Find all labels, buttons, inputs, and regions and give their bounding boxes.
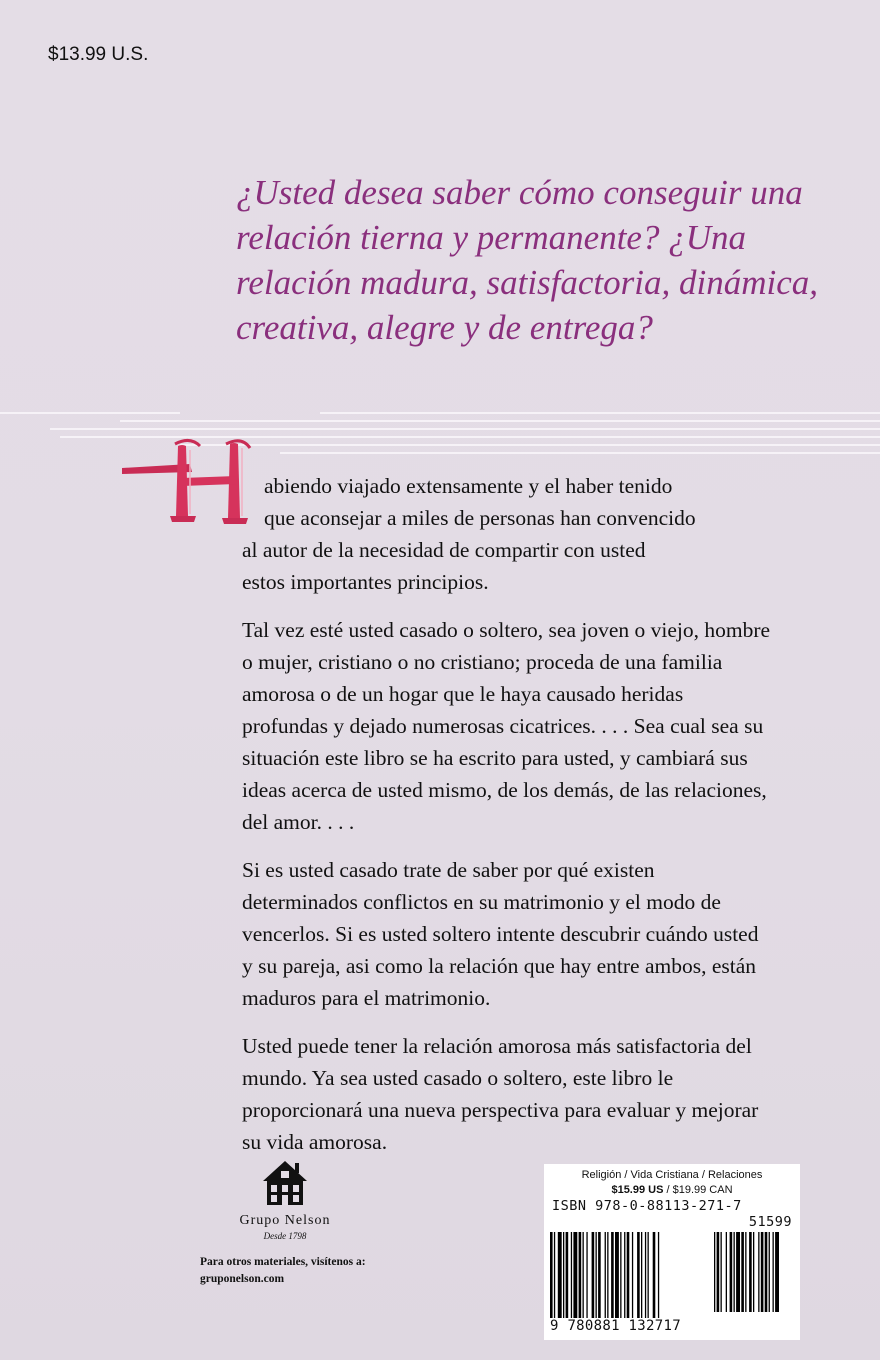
paragraph-2: Tal vez esté usted casado o soltero, sea joven o viejo, hombre o mujer, cristiano o no cristiano; proceda de una familia amorosa o de un hogar que le haya causado heridas profundas y dejado numerosas cicatrices. . . . Sea cual sea su situación este libro se ha escrito para usted, y cambiará sus ideas acerca de usted mismo, de los demás, de las relaciones, del amor. . . . xyxy=(242,618,771,834)
barcode-price-can: / $19.99 CAN xyxy=(663,1184,733,1196)
paragraph-1-line-2: que aconsejar a miles de personas han convencido xyxy=(264,506,696,530)
barcode-addon: 51599 xyxy=(748,1214,792,1230)
publisher-website: gruponelson.com xyxy=(200,1273,285,1285)
barcode-price xyxy=(544,1184,800,1196)
publisher-name: Grupo Nelson xyxy=(239,1213,331,1228)
paragraph-3: Si es usted casado trate de saber por qué existen determinados conflictos en su matrimonio y el modo de vencerlos. Si es usted soltero intente descubrir cuándo usted y su pareja, asi como la relación que hay entre ambos, están maduros para el matrimonio. xyxy=(242,858,759,1010)
body-text xyxy=(242,470,772,1174)
tagline: ¿Usted desea saber cómo conseguir una relación tierna y permanente? ¿Una relación madura, satisfactoria, dinámica, creativa, alegre y de entrega? xyxy=(236,173,819,347)
paragraph-1-line-4: estos importantes principios. xyxy=(242,570,489,594)
paragraph-1 xyxy=(242,470,772,598)
paragraph-1-line-1: abiendo viajado extensamente y el haber tenido xyxy=(264,474,673,498)
paragraph-1-line-3: al autor de la necesidad de compartir con usted xyxy=(242,538,646,562)
barcode-isbn: ISBN 978-0-88113-271-7 xyxy=(552,1198,742,1214)
publisher-block xyxy=(200,1155,370,1241)
price-top: $13.99 U.S. xyxy=(48,44,149,65)
barcode-category: Religión / Vida Cristiana / Relaciones xyxy=(581,1169,763,1181)
house-logo-icon xyxy=(257,1155,313,1211)
publisher-note-line-1: Para otros materiales, visítenos a: xyxy=(200,1256,366,1268)
publisher-since: Desde 1798 xyxy=(263,1231,307,1241)
barcode-icon xyxy=(550,1232,794,1318)
publisher-note xyxy=(200,1254,380,1288)
barcode-box xyxy=(544,1164,800,1340)
barcode-number: 9 780881 132717 xyxy=(550,1318,681,1334)
barcode-price-us: $15.99 US xyxy=(611,1184,664,1196)
paragraph-4: Usted puede tener la relación amorosa más satisfactoria del mundo. Ya sea usted casado o soltero, este libro le proporcionará una nueva perspectiva para evaluar y mejorar su vida amorosa. xyxy=(242,1034,759,1154)
